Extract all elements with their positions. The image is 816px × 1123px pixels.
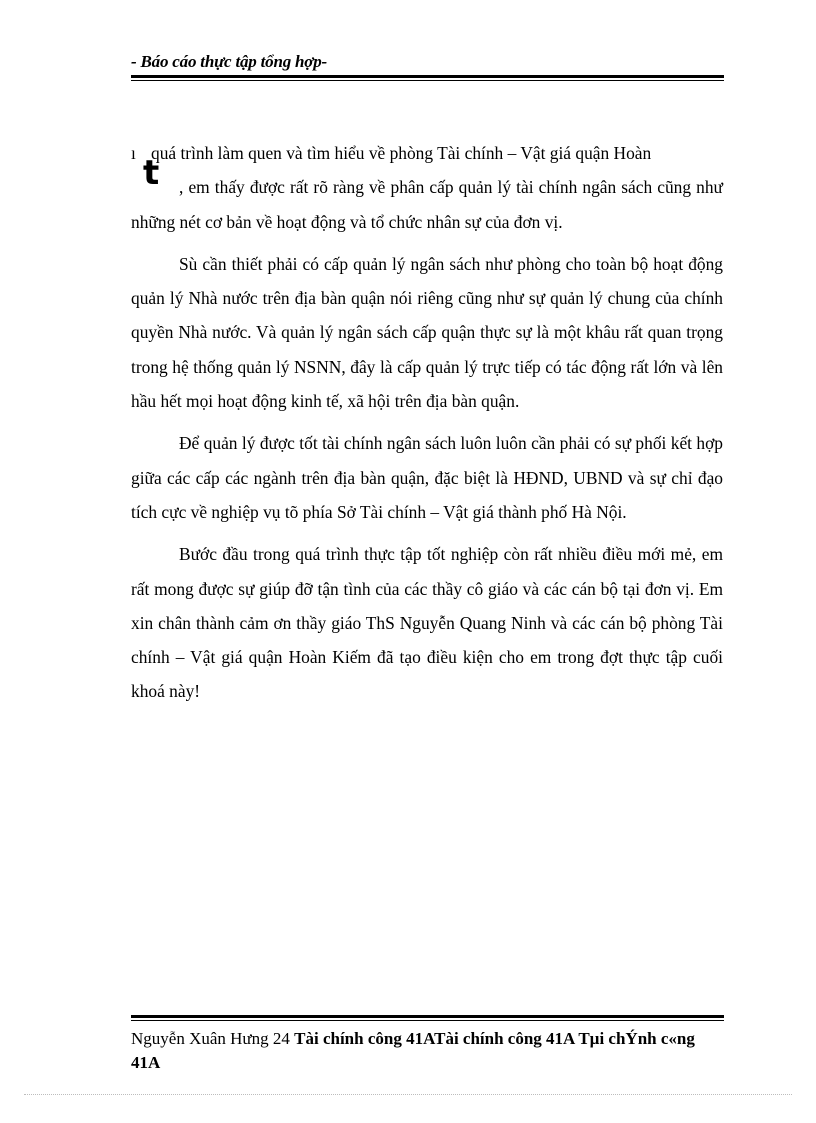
- header-rule-thin: [131, 80, 724, 81]
- intro-paragraph-block: [131, 136, 723, 239]
- page-footer: [131, 1015, 724, 1075]
- page-edge-dotted-line: [24, 1094, 792, 1095]
- footer-author: Nguyễn Xuân Hưng 24: [131, 1029, 295, 1048]
- dropcap-glyph: t: [143, 153, 160, 193]
- document-body: [131, 136, 723, 717]
- page-header: [131, 52, 724, 81]
- paragraph-1-fragment: ı: [131, 143, 136, 163]
- footer-rule-thick: [131, 1015, 724, 1018]
- paragraph-3: Để quản lý được tốt tài chính ngân sách luôn luôn cần phải có sự phối kết hợp giữa các cấp các ngành trên địa bàn quận, đặc biệt là HĐND, UBND và sự chỉ đạo tích cực về nghiệp vụ tõ phía Sở Tài chính – Vật giá thành phố Hà Nội.: [131, 433, 723, 522]
- footer-text: [131, 1027, 724, 1075]
- paragraph-1-continuation: , em thấy được rất rõ ràng về phân cấp quản lý tài chính ngân sách cũng như những nét cơ bản về hoạt động và tổ chức nhân sự của đơn vị.: [131, 177, 723, 232]
- paragraph-4: Bước đầu trong quá trình thực tập tốt nghiệp còn rất nhiều điều mới mẻ, em rất mong được sự giúp đỡ tận tình của các thầy cô giáo và các cán bộ tại đơn vị. Em xin chân thành cảm ơn thầy giáo ThS Nguyễn Quang Ninh và các cán bộ phòng Tài chính – Vật giá quận Hoàn Kiếm đã tạo điều kiện cho em trong đợt thực tập cuối khoá này!: [131, 544, 723, 702]
- paragraph-1-text: quá trình làm quen và tìm hiểu về phòng Tài chính – Vật giá quận Hoàn: [151, 143, 652, 163]
- footer-rule-thin: [131, 1020, 724, 1021]
- paragraph-1: [131, 136, 723, 239]
- header-rule-thick: [131, 75, 724, 78]
- footer-class: Tài chính công 41ATài chính công 41A Tµi chÝnh c«ng 41A: [131, 1029, 695, 1072]
- header-title: - Báo cáo thực tập tổng hợp-: [131, 52, 327, 71]
- paragraph-2: Sù cần thiết phải có cấp quản lý ngân sách như phòng cho toàn bộ hoạt động quản lý Nhà nước trên địa bàn quận nói riêng cũng như sự quản lý chung của chính quyền Nhà nước. Và quản lý ngân sách cấp quận thực sự là một khâu rất quan trọng trong hệ thống quản lý NSNN, đây là cấp quản lý trực tiếp có tác động rất lớn và lên hầu hết mọi hoạt động kinh tế, xã hội trên địa bàn quận.: [131, 253, 723, 412]
